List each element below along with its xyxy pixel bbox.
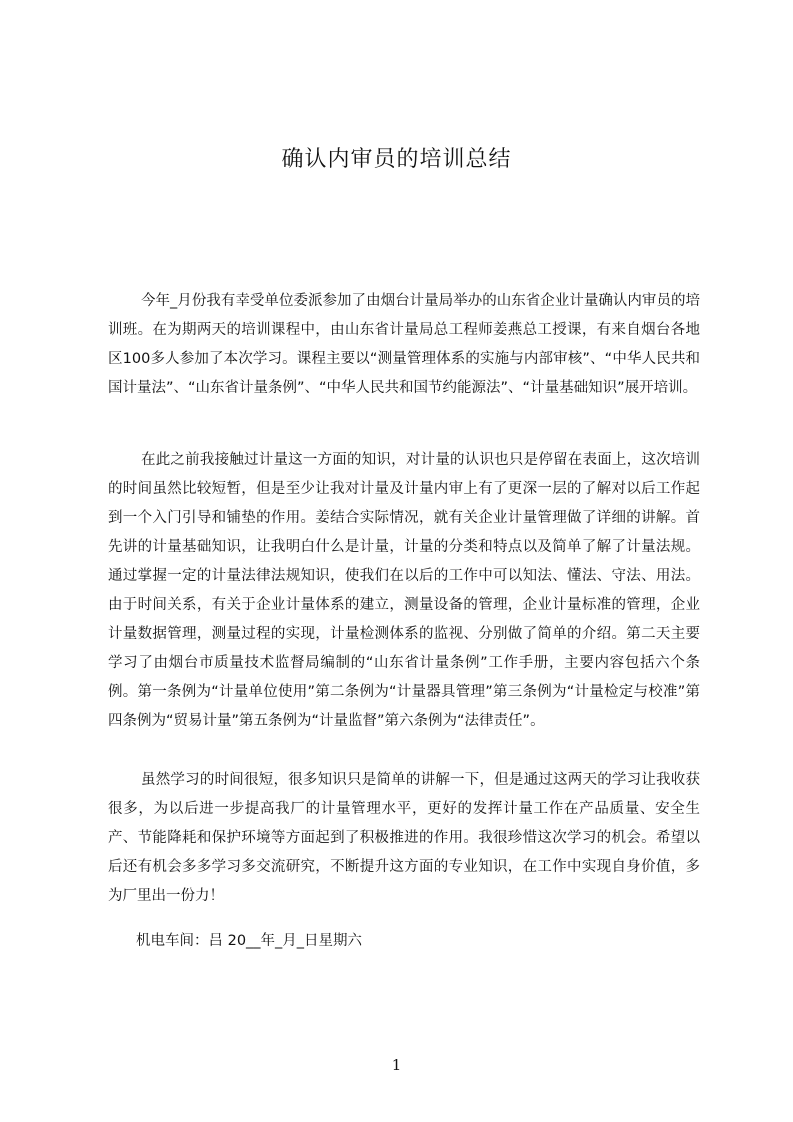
paragraph-2: 在此之前我接触过计量这一方面的知识，对计量的认识也只是停留在表面上，这次培训的时间虽然比较短暂，但是至少让我对计量及计量内审上有了更深一层的了解对以后工作起到一个入门引导和铺垫的作用。姜结合实际情况，就有关企业计量管理做了详细的讲解。首先讲的计量基础知识，让我明白什么是计量，计量的分类和特点以及简单了解了计量法规。通过掌握一定的计量法律法规知识，使我们在以后的工作中可以知法、懂法、守法、用法。由于时间关系，有关于企业计量体系的建立，测量设备的管理，企业计量标准的管理，企业计量数据管理，测量过程的实现，计量检测体系的监视、分别做了简单的介绍。第二天主要学习了由烟台市质量技术监督局编制的“山东省计量条例”工作手册，主要内容包括六个条例。第一条例为“计量单位使用”第二条例为“计量器具管理”第三条例为“计量检定与校准”第四条例为“贸易计量”第五条例为“计量监督”第六条例为“法律责任”。	[108, 452, 700, 729]
paragraph-3: 虽然学习的时间很短，很多知识只是简单的讲解一下，但是通过这两天的学习让我收获很多，为以后进一步提高我厂的计量管理水平，更好的发挥计量工作在产品质量、安全生产、节能降耗和保护环境等方面起到了积极推进的作用。我很珍惜这次学习的机会。希望以后还有机会多多学习多交流研究，不断提升这方面的专业知识，在工作中实现自身价值，多为厂里出一份力！	[108, 772, 700, 904]
page-number: 1	[391, 1056, 402, 1074]
signature-line: 机电车间：吕 20__年_月_日星期六	[136, 933, 363, 949]
paragraph-1: 今年_月份我有幸受单位委派参加了由烟台计量局举办的山东省企业计量确认内审员的培训班。在为期两天的培训课程中，由山东省计量局总工程师姜燕总工授课，有来自烟台各地区100多人参加了本次学习。课程主要以“测量管理体系的实施与内部审核”、“中华人民共和国计量法”、“山东省计量条例”、“中华人民共和国节约能源法”、“计量基础知识”展开培训。	[108, 293, 700, 396]
document-title: 确认内审员的培训总结	[281, 147, 512, 172]
